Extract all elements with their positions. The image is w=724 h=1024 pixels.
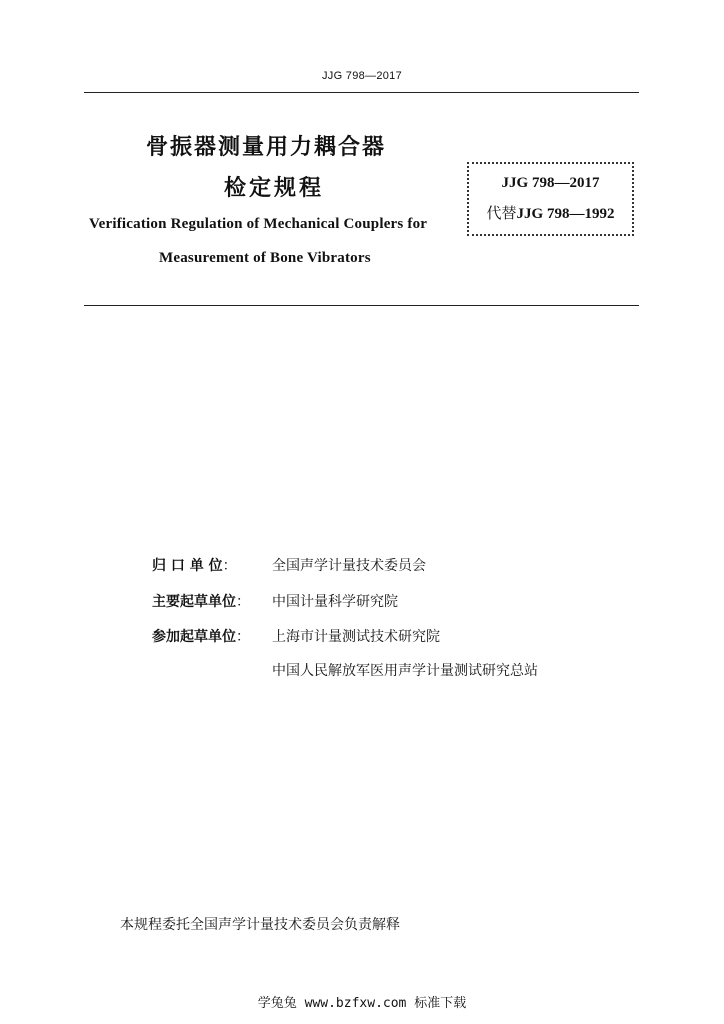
responsible-unit-value: 全国声学计量技术委员会 (272, 558, 426, 574)
title-english-line2: Measurement of Bone Vibrators (159, 250, 371, 266)
standard-code: JJG 798—2017 (501, 175, 600, 191)
standard-code-box (467, 162, 634, 236)
title-chinese: 骨振器测量用力耦合器 (146, 135, 387, 160)
subtitle-chinese: 检定规程 (224, 176, 325, 201)
main-drafting-unit-value: 中国计量科学研究院 (272, 594, 398, 610)
replaced-standard-code: JJG 798—1992 (516, 206, 615, 222)
title-divider (84, 305, 639, 306)
header-standard-code: JJG 798—2017 (321, 70, 403, 82)
participating-drafting-unit-label: 参加起草单位： (152, 629, 250, 645)
title-english-line1: Verification Regulation of Mechanical Couplers for (89, 216, 428, 232)
participating-drafting-unit-value-1: 上海市计量测试技术研究院 (272, 629, 440, 645)
replaces-code (467, 202, 634, 223)
watermark: 学兔兔 www.bzfxw.com 标准下载 (257, 996, 467, 1011)
participating-drafting-unit-value-2: 中国人民解放军医用声学计量测试研究总站 (272, 663, 538, 679)
interpretation-note: 本规程委托全国声学计量技术委员会负责解释 (120, 917, 400, 933)
header-divider (84, 92, 639, 93)
responsible-unit-label: 归 口 单 位： (152, 558, 237, 574)
main-drafting-unit-label: 主要起草单位： (152, 594, 250, 610)
replaces-label: 代替 (486, 206, 517, 222)
